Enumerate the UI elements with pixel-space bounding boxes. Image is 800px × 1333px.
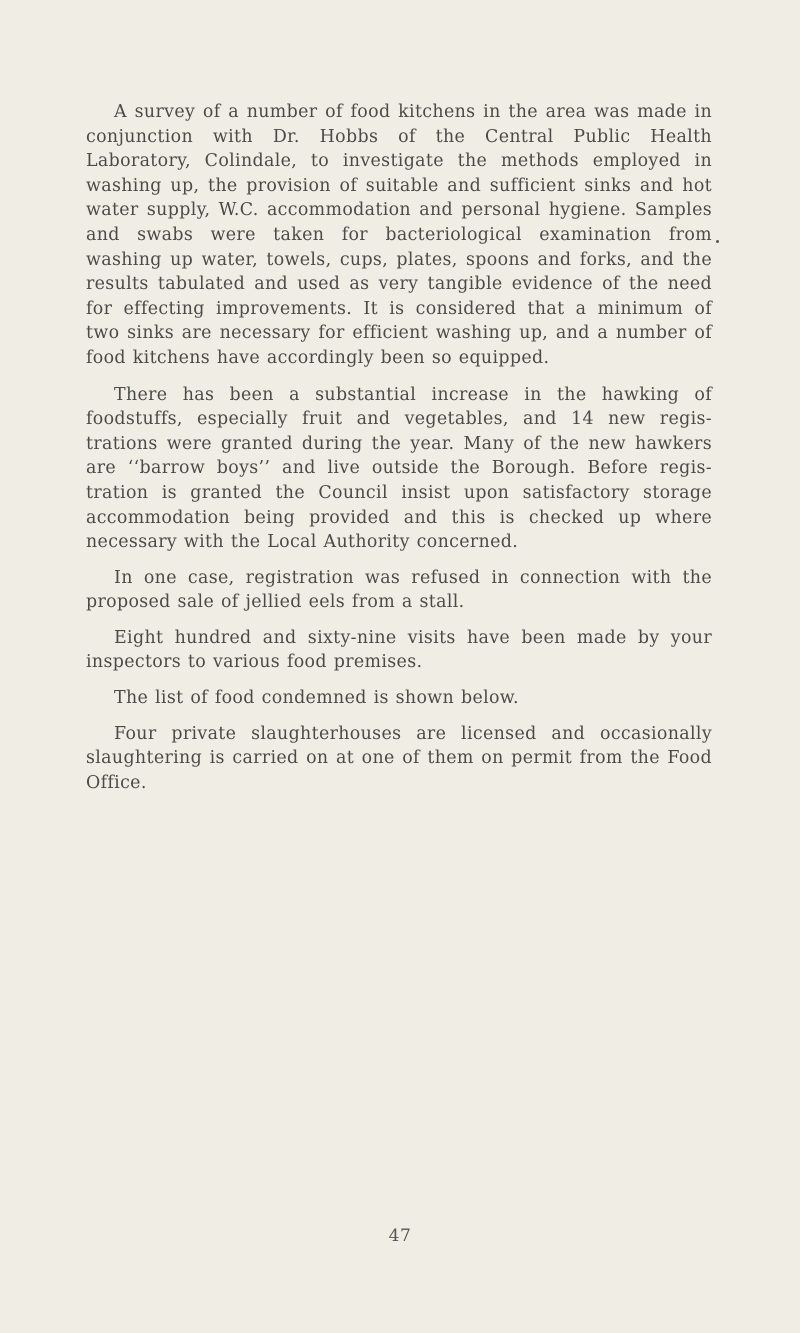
page-number: 47: [388, 1226, 412, 1246]
paragraph-food-condemned: The list of food condemned is shown below.: [114, 688, 519, 709]
paragraph-inspector-visits: Eight hundred and sixty-nine visits have been made by your inspectors to various food premises.: [86, 627, 712, 673]
paragraph-food-kitchens-survey: A survey of a number of food kitchens in the area was made in conjunction with Dr. Hobbs of the Central Public Health Laboratory, Colindale, to investigate the methods employed in washing up, the provision of suitable and sufficient sinks and hot water supply, W.C. accommodation and personal hygiene. Samples and swabs were taken for bacteriological examination from washing up water, towels, cups, plates, spoons and forks, and the results tabulated and used as very tangible evidence of the need for effecting improvements. It is considered that a minimum of two sinks are necessary for efficient washing up, and a number of food kitchens have accordingly been so equipped.: [86, 102, 712, 368]
paragraph-registration-refused: In one case, registration was refused in connection with the proposed sale of jellied eels from a stall.: [86, 567, 712, 613]
paragraph-hawking-foodstuffs: There has been a substantial increase in the hawking of foodstuffs, especially fruit and vegetables, and 14 new regis-trations were granted during the year. Many of the new hawkers are ‘‘barrow boys’’ and live outside the Borough. Before regis-tration is granted the Council insist upon satisfactory storage accommodation being provided and this is checked up where necessary with the Local Authority concerned.: [86, 384, 712, 553]
ink-speck: [716, 240, 719, 243]
body-text: [86, 100, 712, 795]
paragraph-slaughterhouses: Four private slaughterhouses are licensed and occasionally slaughtering is carried on at one of them on permit from the Food Office.: [86, 723, 712, 793]
